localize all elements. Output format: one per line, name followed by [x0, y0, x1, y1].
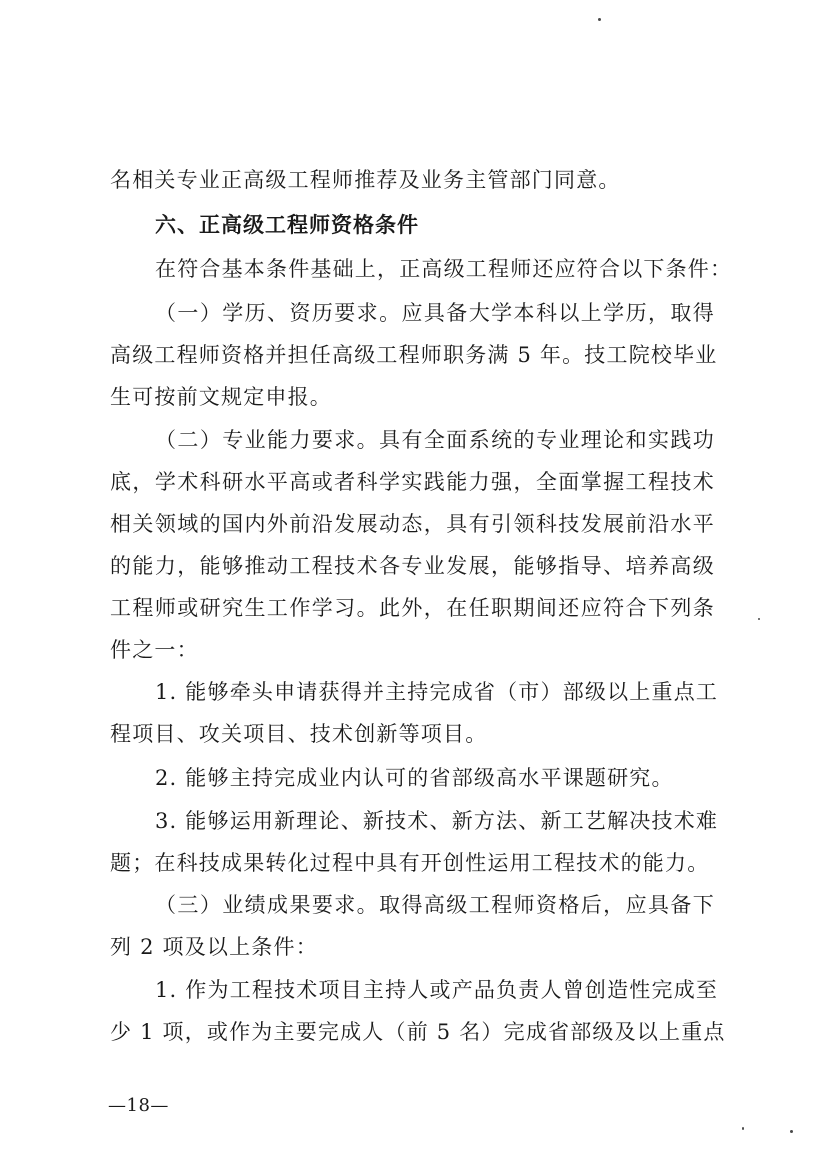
scan-speck [790, 1130, 793, 1133]
page-number: —18— [108, 1095, 169, 1116]
body-text-line-9: 相关领域的国内外前沿发展动态，具有引领科技发展前沿水平 [110, 512, 715, 536]
body-text-line-19: 列 2 项及以上条件： [110, 935, 318, 959]
list-item-3-line-1: 3. 能够运用新理论、新技术、新方法、新工艺解决技术难 [155, 809, 719, 833]
body-text-line-10: 的能力，能够推动工程技术各专业发展，能够指导、培养高级 [110, 554, 715, 578]
body-text-line-18: （三）业绩成果要求。取得高级工程师资格后，应具备下 [155, 893, 715, 917]
body-text-line-7: （二）专业能力要求。具有全面系统的专业理论和实践功 [155, 428, 715, 452]
list-item-1-line-2: 程项目、攻关项目、技术创新等项目。 [110, 722, 488, 746]
section-heading: 六、正高级工程师资格条件 [155, 213, 419, 237]
list-item-3-line-2: 题；在科技成果转化过程中具有开创性运用工程技术的能力。 [110, 851, 710, 875]
body-text-line-8: 底，学术科研水平高或者科学实践能力强，全面掌握工程技术 [110, 470, 715, 494]
scan-speck [758, 618, 760, 620]
list-item-b1-line-1: 1. 作为工程技术项目主持人或产品负责人曾创造性完成至 [155, 978, 719, 1002]
scan-speck [742, 1127, 744, 1130]
body-text-line-12: 件之一： [110, 638, 199, 662]
body-text-line-3: 在符合基本条件基础上，正高级工程师还应符合以下条件： [155, 257, 733, 281]
body-text-line-11: 工程师或研究生工作学习。此外，在任职期间还应符合下列条 [110, 596, 715, 620]
list-item-b1-line-2: 少 1 项，或作为主要完成人（前 5 名）完成省部级及以上重点 [110, 1020, 726, 1044]
list-item-1-line-1: 1. 能够牵头申请获得并主持完成省（市）部级以上重点工 [155, 680, 719, 704]
body-text-line-5: 高级工程师资格并担任高级工程师职务满 5 年。技工院校毕业 [110, 343, 718, 367]
scan-speck [598, 18, 601, 21]
body-text-line-4: （一）学历、资历要求。应具备大学本科以上学历，取得 [155, 301, 715, 325]
body-text-line-6: 生可按前文规定申报。 [110, 385, 332, 409]
list-item-2: 2. 能够主持完成业内认可的省部级高水平课题研究。 [155, 766, 674, 790]
body-text-line-1: 名相关专业正高级工程师推荐及业务主管部门同意。 [110, 168, 621, 192]
